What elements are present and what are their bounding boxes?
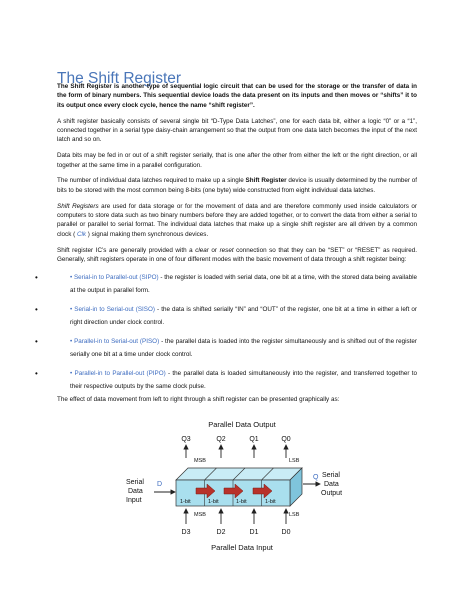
shift-register-diagram xyxy=(114,418,344,558)
list-item-text: - the data is shifted serially “IN” and “OUT” of the register, one bit at a time in either a left or right direction under clock control. xyxy=(70,305,417,326)
list-item-text: - the parallel data is loaded simultaneously into the register, and transferred together to their respective outputs by the same clock pulse. xyxy=(70,369,418,390)
text-span: are used for data storage or for the movement of data and are therefore commonly used inside calculators or computers to store data such as two binary numbers before they are added together, or to convert the data from either a serial to parallel or parallel to serial format. The individual data latches that make up a single shift register are all driven by a common clock ( xyxy=(57,202,417,238)
italic-term: clear xyxy=(195,246,209,254)
italic-term: Shift Registers xyxy=(57,202,99,210)
link-siso[interactable]: • Serial-in to Serial-out (SISO) xyxy=(70,305,155,313)
input-d3: D3 xyxy=(181,529,191,536)
bold-term: Shift Register xyxy=(245,177,287,185)
page-title: The Shift Register xyxy=(57,70,182,88)
q-output-label: Q xyxy=(313,474,319,481)
text-span: device is usually determined by the number of bits to be stored with the most common being 8-bits (one byte) wide constructed from eight individual data latches. xyxy=(57,177,418,194)
output-q3: Q3 xyxy=(181,436,191,443)
cell-label: 1-bit xyxy=(208,499,219,505)
input-d1: D1 xyxy=(249,529,259,536)
serial-input-label-line1: Serial xyxy=(126,479,144,486)
list-item xyxy=(35,367,418,393)
link-piso[interactable]: • Parallel-in to Serial-out (PISO) xyxy=(70,337,160,345)
cell-label: 1-bit xyxy=(180,499,191,505)
cell-label: 1-bit xyxy=(265,499,276,505)
d-input-label: D xyxy=(157,481,163,488)
msb-top-label: MSB xyxy=(194,458,206,464)
intro-paragraph: The Shift Register is another type of sequential logic circuit that can be used for the storage or the transfer of data in the form of binary numbers. This sequential device loads the data present on its inputs and then moves or “shifts” it to its output once every clock cycle, hence the name “shift register”. xyxy=(57,83,417,109)
bullet-mark: • xyxy=(35,368,38,378)
paragraph-3 xyxy=(57,176,417,195)
paragraph-6: The effect of data movement from left to right through a shift register can be presented graphically as: xyxy=(57,396,340,404)
mode-list xyxy=(35,271,418,393)
bullet-mark: • xyxy=(35,304,38,314)
paragraph-1: A shift register basically consists of several single bit “D-Type Data Latches”, one for each data bit, either a logic “0” or a “1”, connected together in a serial type daisy-chain arrangement so that the output from one data latch becomes the input of the next latch and so on. xyxy=(57,117,417,144)
text-span: connection so that they can be “SET” or “RESET” as required. Generally, shift registers operate in one of four different modes with the basic movement of data through a shift register being: xyxy=(57,246,417,264)
lsb-top-label: LSB xyxy=(289,458,300,464)
list-item xyxy=(35,335,417,361)
paragraph-5 xyxy=(57,246,417,265)
parallel-output-label: Parallel Data Output xyxy=(208,420,276,429)
list-item-text: - the register is loaded with serial data, one bit at a time, with the stored data being available at the output in parallel form. xyxy=(70,273,417,295)
list-item-text: - the parallel data is loaded into the register simultaneously and is shifted out of the register serially one bit at a time under clock control. xyxy=(70,337,417,358)
lsb-bottom-label: LSB xyxy=(289,512,300,518)
list-item xyxy=(35,303,417,329)
list-item xyxy=(35,271,417,297)
text-span: or xyxy=(208,246,220,254)
paragraph-4 xyxy=(57,202,417,240)
bullet-mark: • xyxy=(35,336,38,346)
msb-bottom-label: MSB xyxy=(194,512,206,518)
output-q2: Q2 xyxy=(216,436,226,443)
italic-term: reset xyxy=(219,246,234,254)
input-d0: D0 xyxy=(281,529,291,536)
output-q0: Q0 xyxy=(281,436,291,443)
link-pipo[interactable]: • Parallel-in to Parallel-out (PIPO) xyxy=(70,369,166,377)
serial-output-label-line1: Serial xyxy=(322,472,340,479)
text-span: ) signal making them synchronous devices. xyxy=(86,230,209,238)
bullet-mark: • xyxy=(35,272,38,282)
output-arrows xyxy=(186,445,286,458)
text-span: Shift register IC’s are generally provided with a xyxy=(57,246,196,254)
clk-term: Clk xyxy=(76,230,87,238)
serial-input-label-line3: Input xyxy=(126,497,142,504)
cell-label: 1-bit xyxy=(236,499,247,505)
article-body xyxy=(35,82,418,411)
serial-output-label-line3: Output xyxy=(321,490,343,497)
paragraph-2: Data bits may be fed in or out of a shift register serially, that is one after the other from either the left or the right direction, or all together at the same time in a parallel configuration. xyxy=(57,152,417,169)
parallel-input-label: Parallel Data Input xyxy=(211,543,273,552)
link-sipo[interactable]: • Serial-in to Parallel-out (SIPO) xyxy=(70,273,159,281)
input-d2: D2 xyxy=(216,529,226,536)
serial-output-label-line2: Data xyxy=(324,481,339,488)
output-q1: Q1 xyxy=(249,436,259,443)
text-span: The number of individual data latches required to make up a single xyxy=(57,177,246,185)
serial-input-label-line2: Data xyxy=(128,488,143,495)
